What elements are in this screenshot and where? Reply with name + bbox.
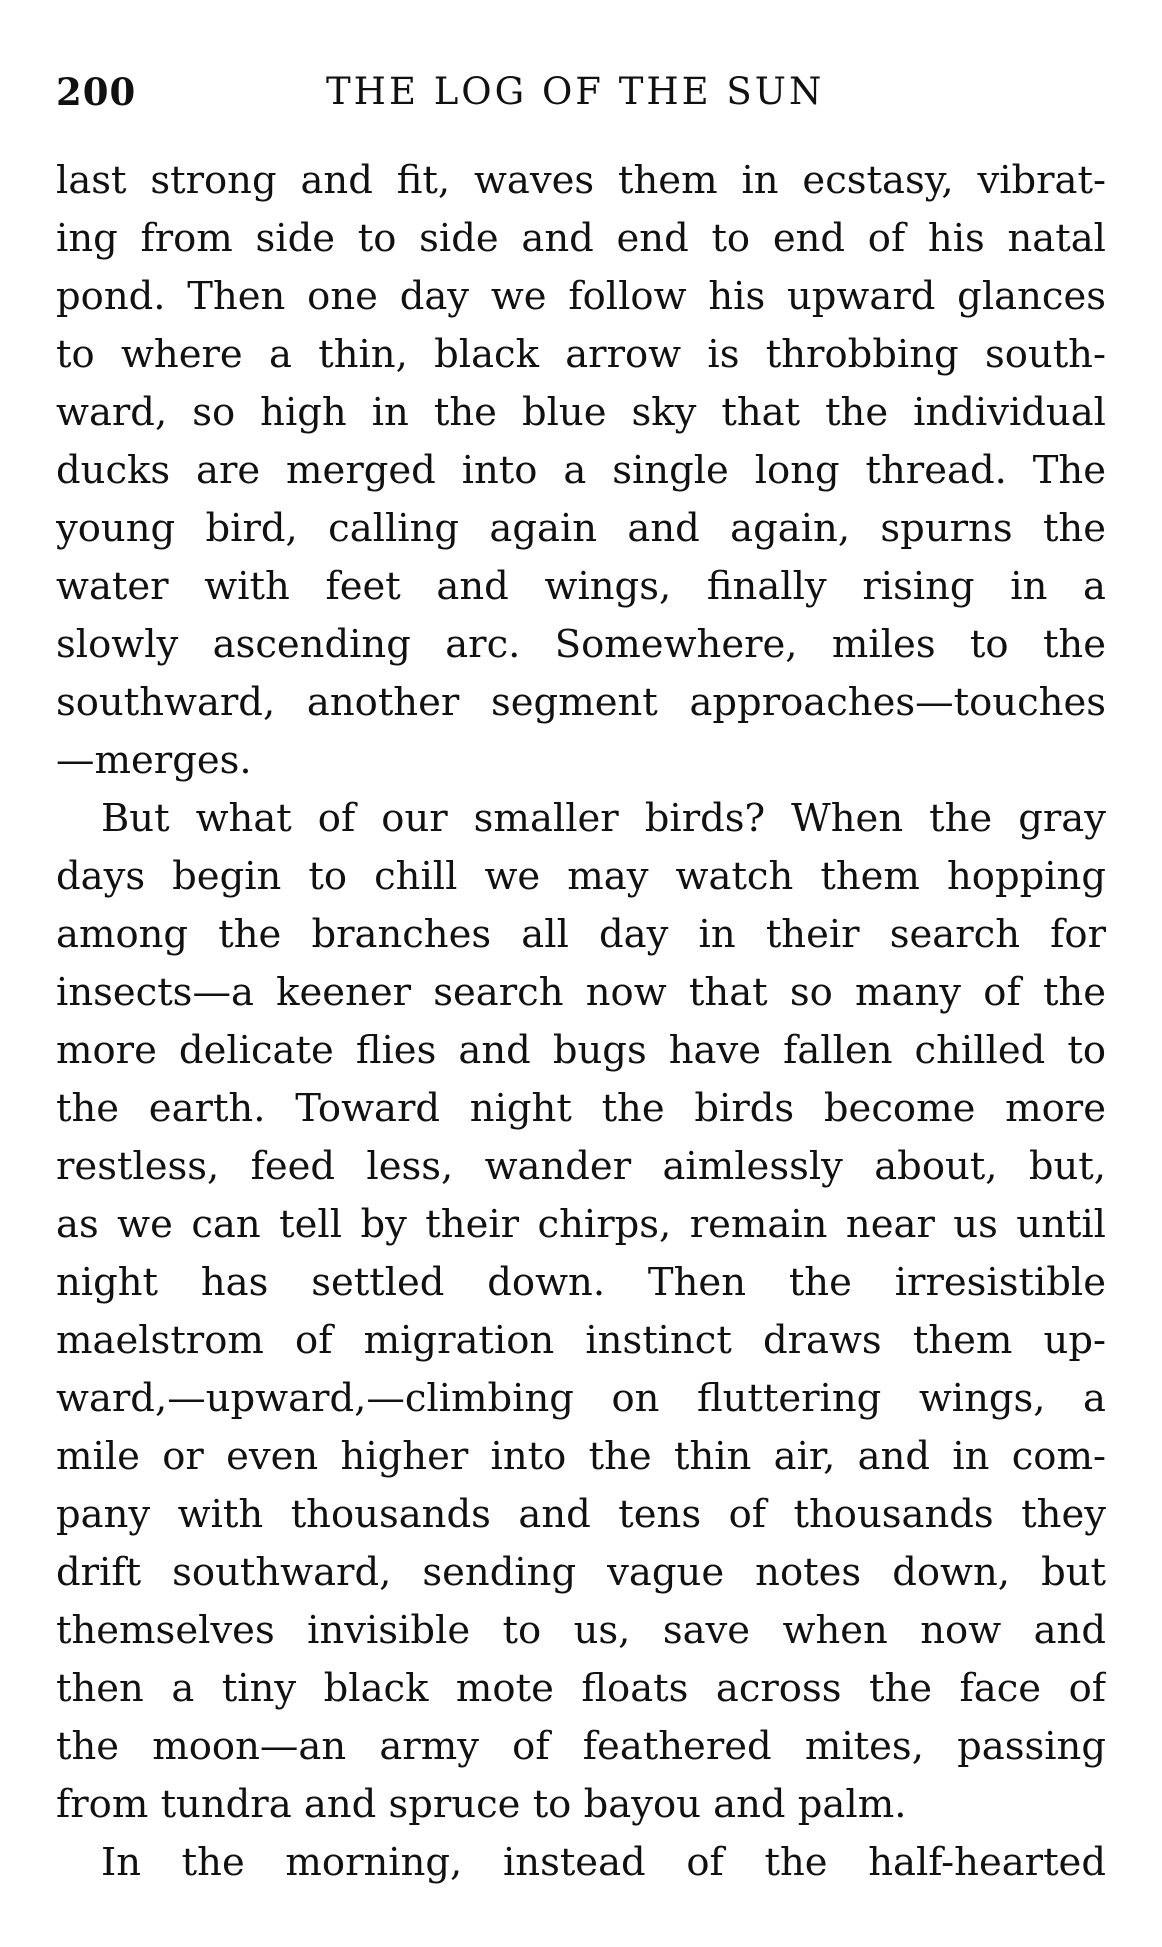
text-line: maelstrom of migration instinct draws them up- xyxy=(56,1318,1106,1363)
text-line: pond. Then one day we follow his upward glances xyxy=(56,274,1106,319)
paragraph xyxy=(56,152,1106,790)
text-line: restless, feed less, wander aimlessly about, but, xyxy=(56,1144,1106,1189)
page-number: 200 xyxy=(56,70,137,114)
paragraph xyxy=(56,1834,1106,1892)
text-line: pany with thousands and tens of thousands they xyxy=(56,1492,1106,1537)
body-text xyxy=(56,152,1106,1892)
book-page xyxy=(56,0,1106,1947)
text-line: water with feet and wings, finally rising in a xyxy=(56,564,1106,609)
text-line: among the branches all day in their search for xyxy=(56,912,1106,957)
text-line: slowly ascending arc. Somewhere, miles to the xyxy=(56,622,1106,667)
text-line: ward,—upward,—climbing on fluttering wings, a xyxy=(56,1376,1106,1421)
text-line: the moon—an army of feathered mites, passing xyxy=(56,1724,1106,1769)
text-line: drift southward, sending vague notes down, but xyxy=(56,1550,1106,1595)
text-line: In the morning, instead of the half-hearted xyxy=(101,1840,1106,1885)
text-line: then a tiny black mote floats across the face of xyxy=(56,1666,1106,1711)
text-line: themselves invisible to us, save when now and xyxy=(56,1608,1106,1653)
text-line: days begin to chill we may watch them hopping xyxy=(56,854,1106,899)
text-line: as we can tell by their chirps, remain near us until xyxy=(56,1202,1106,1247)
text-line: to where a thin, black arrow is throbbing south- xyxy=(56,332,1106,377)
text-line: insects—a keener search now that so many of the xyxy=(56,970,1106,1015)
text-line: from tundra and spruce to bayou and palm. xyxy=(56,1782,907,1827)
text-line: southward, another segment approaches—touches xyxy=(56,680,1106,725)
text-line: ward, so high in the blue sky that the individual xyxy=(56,390,1106,435)
text-line: ing from side to side and end to end of his natal xyxy=(56,216,1106,261)
text-line: the earth. Toward night the birds become more xyxy=(56,1086,1106,1131)
text-line: young bird, calling again and again, spurns the xyxy=(56,506,1106,551)
paragraph xyxy=(56,790,1106,1834)
text-line: last strong and fit, waves them in ecstasy, vibrat- xyxy=(56,158,1106,203)
text-line: —merges. xyxy=(56,738,252,783)
text-line: But what of our smaller birds? When the gray xyxy=(101,796,1106,841)
running-title: THE LOG OF THE SUN xyxy=(326,70,825,113)
text-line: more delicate flies and bugs have fallen chilled to xyxy=(56,1028,1106,1073)
text-line: mile or even higher into the thin air, and in com- xyxy=(56,1434,1106,1479)
running-head xyxy=(56,64,1106,120)
text-line: night has settled down. Then the irresistible xyxy=(56,1260,1106,1305)
text-line: ducks are merged into a single long thread. The xyxy=(56,448,1106,493)
